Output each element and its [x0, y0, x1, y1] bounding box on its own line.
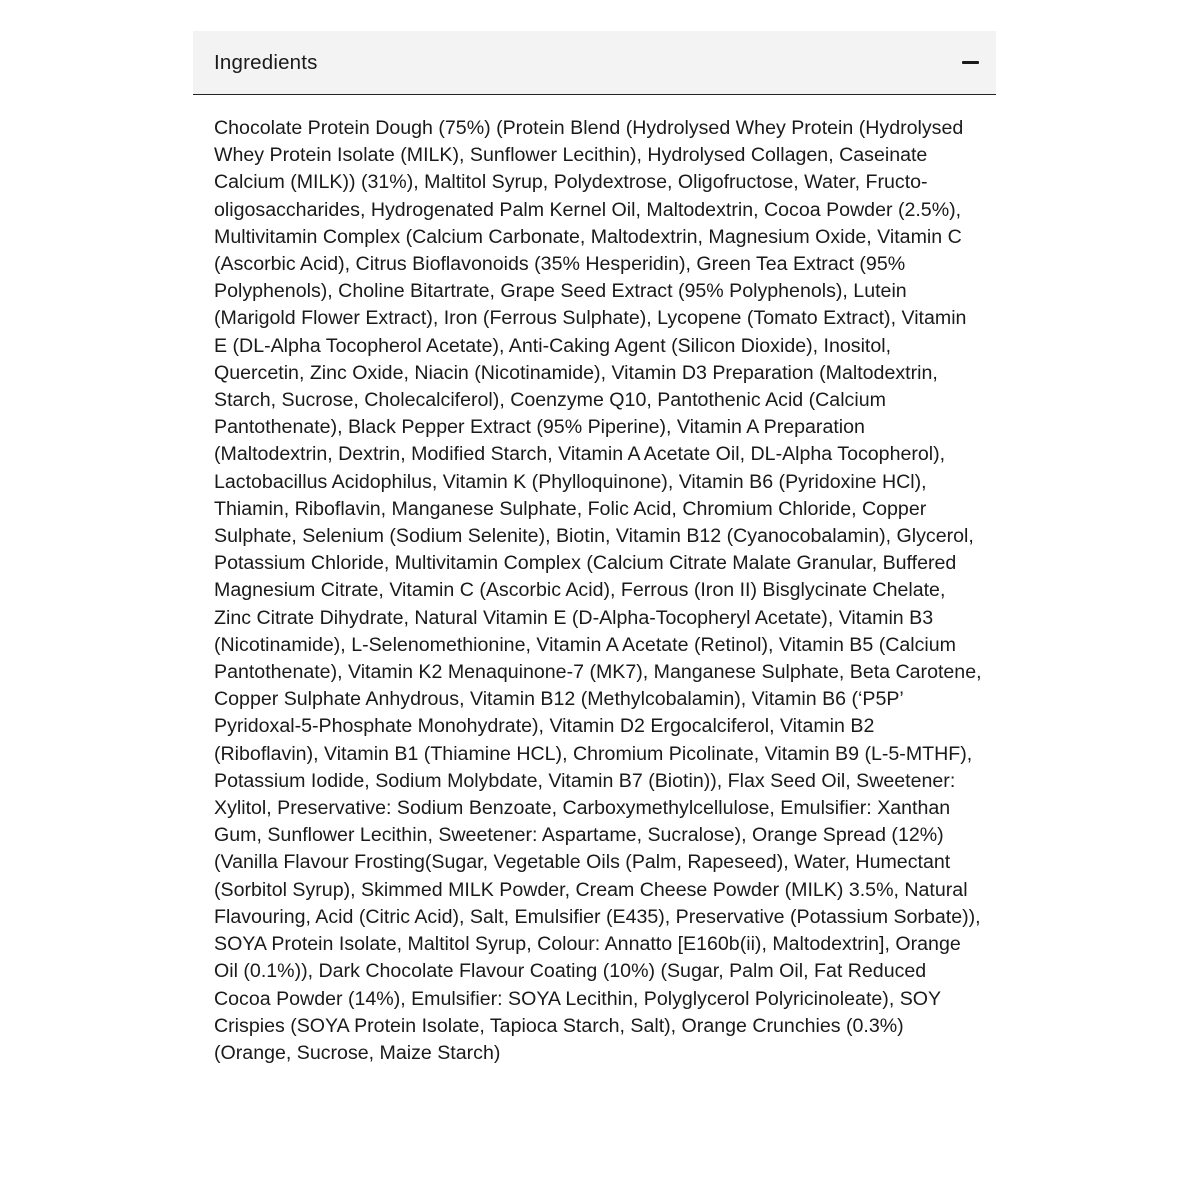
accordion-title: Ingredients: [214, 50, 318, 74]
minus-icon: [962, 61, 979, 64]
collapse-button[interactable]: [958, 51, 982, 75]
accordion-header[interactable]: [193, 31, 996, 95]
ingredients-accordion: [193, 31, 996, 1067]
accordion-body: [193, 95, 996, 1067]
ingredients-text: Chocolate Protein Dough (75%) (Protein Blend (Hydrolysed Whey Protein (Hydrolysed Whey Protein Isolate (MILK), Sunflower Lecithin), Hydrolysed Collagen, Caseinate Calcium (MILK)) (31%), Maltitol Syrup, Polydextrose, Oligofructose, Water, Fructo-oligosaccharides, Hydrogenated Palm Kernel Oil, Maltodextrin, Cocoa Powder (2.5%), Multivitamin Complex (Calcium Carbonate, Maltodextrin, Magnesium Oxide, Vitamin C (Ascorbic Acid), Citrus Bioflavonoids (35% Hesperidin), Green Tea Extract (95% Polyphenols), Choline Bitartrate, Grape Seed Extract (95% Polyphenols), Lutein (Marigold Flower Extract), Iron (Ferrous Sulphate), Lycopene (Tomato Extract), Vitamin E (DL-Alpha Tocopherol Acetate), Anti-Caking Agent (Silicon Dioxide), Inositol, Quercetin, Zinc Oxide, Niacin (Nicotinamide), Vitamin D3 Preparation (Maltodextrin, Starch, Sucrose, Cholecalciferol), Coenzyme Q10, Pantothenic Acid (Calcium Pantothenate), Black Pepper Extract (95% Piperine), Vitamin A Preparation (Maltodextrin, Dextrin, Modified Starch, Vitamin A Acetate Oil, DL-Alpha Tocopherol), Lactobacillus Acidophilus, Vitamin K (Phylloquinone), Vitamin B6 (Pyridoxine HCl), Thiamin, Riboflavin, Manganese Sulphate, Folic Acid, Chromium Chloride, Copper Sulphate, Selenium (Sodium Selenite), Biotin, Vitamin B12 (Cyanocobalamin), Glycerol, Potassium Chloride, Multivitamin Complex (Calcium Citrate Malate Granular, Buffered Magnesium Citrate, Vitamin C (Ascorbic Acid), Ferrous (Iron II) Bisglycinate Chelate, Zinc Citrate Dihydrate, Natural Vitamin E (D-Alpha-Tocopheryl Acetate), Vitamin B3 (Nicotinamide), L-Selenomethionine, Vitamin A Acetate (Retinol), Vitamin B5 (Calcium Pantothenate), Vitamin K2 Menaquinone-7 (MK7), Manganese Sulphate, Beta Carotene, Copper Sulphate Anhydrous, Vitamin B12 (Methylcobalamin), Vitamin B6 (‘P5P’ Pyridoxal-5-Phosphate Monohydrate), Vitamin D2 Ergocalciferol, Vitamin B2 (Riboflavin), Vitamin B1 (Thiamine HCL), Chromium Picolinate, Vitamin B9 (L-5-MTHF), Potassium Iodide, Sodium Molybdate, Vitamin B7 (Biotin)), Flax Seed Oil, Sweetener: Xylitol, Preservative: Sodium Benzoate, Carboxymethylcellulose, Emulsifier: Xanthan Gum, Sunflower Lecithin, Sweetener: Aspartame, Sucralose), Orange Spread (12%) (Vanilla Flavour Frosting(Sugar, Vegetable Oils (Palm, Rapeseed), Water, Humectant (Sorbitol Syrup), Skimmed MILK Powder, Cream Cheese Powder (MILK) 3.5%, Natural Flavouring, Acid (Citric Acid), Salt, Emulsifier (E435), Preservative (Potassium Sorbate)), SOYA Protein Isolate, Maltitol Syrup, Colour: Annatto [E160b(ii), Maltodextrin], Orange Oil (0.1%)), Dark Chocolate Flavour Coating (10%) (Sugar, Palm Oil, Fat Reduced Cocoa Powder (14%), Emulsifier: SOYA Lecithin, Polyglycerol Polyricinoleate), SOY Crispies (SOYA Protein Isolate, Tapioca Starch, Salt), Orange Crunchies (0.3%) (Orange, Sucrose, Maize Starch): [214, 117, 982, 1064]
